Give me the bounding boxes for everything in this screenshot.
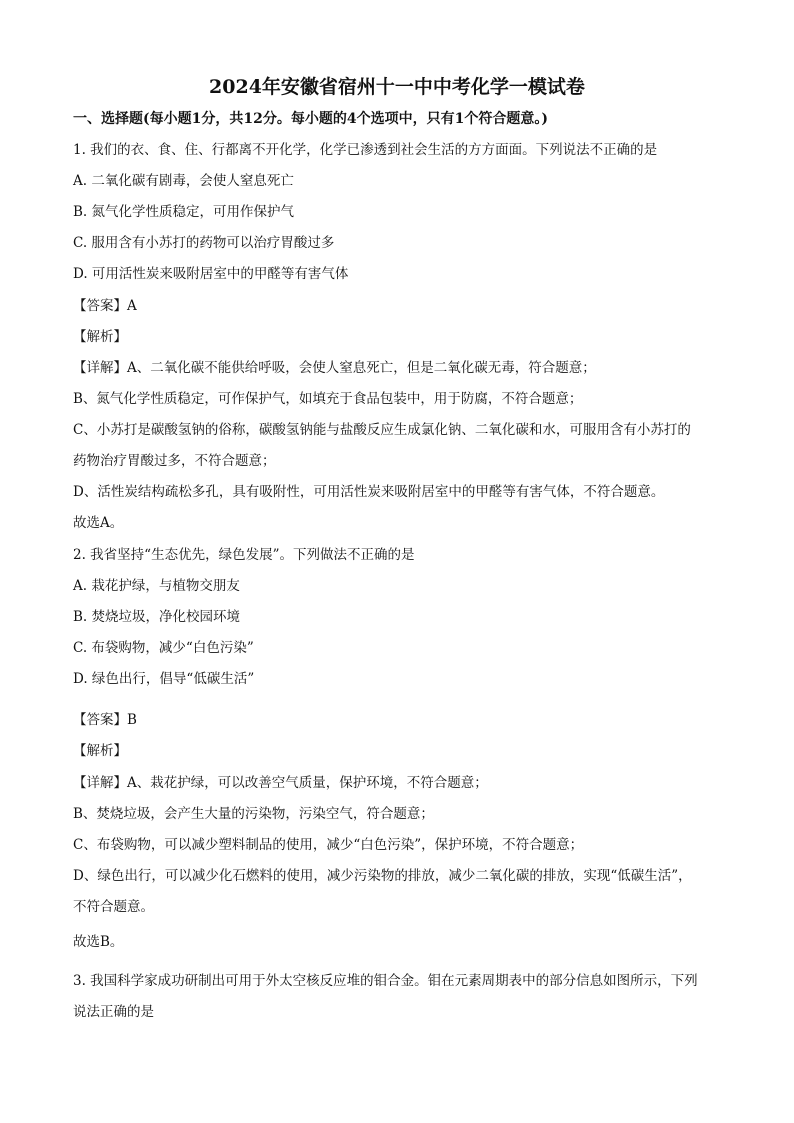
question-2-option-b: B. 焚烧垃圾，净化校园环境 <box>73 609 241 625</box>
question-1-analysis: 【解析】 <box>73 329 127 345</box>
question-1-conclusion: 故选A。 <box>73 515 124 531</box>
question-2-stem: 2. 我省坚持“生态优先，绿色发展”。下列做法不正确的是 <box>73 547 415 563</box>
question-1-option-d: D. 可用活性炭来吸附居室中的甲醛等有害气体 <box>73 266 349 282</box>
question-1-stem: 1. 我们的衣、食、住、行都离不开化学，化学已渗透到社会生活的方方面面。下列说法不正确的是 <box>73 142 658 158</box>
question-2-detail-line: C、布袋购物，可以减少塑料制品的使用，减少“白色污染”，保护环境，不符合题意； <box>73 837 584 853</box>
question-1-option-c: C. 服用含有小苏打的药物可以治疗胃酸过多 <box>73 235 335 251</box>
question-1-detail-line: C、小苏打是碳酸氢钠的俗称，碳酸氢钠能与盐酸反应生成氯化钠、二氧化碳和水，可服用含有小苏打的 <box>73 422 691 438</box>
page-title: 2024年安徽省宿州十一中中考化学一模试卷 <box>209 76 585 98</box>
question-2-option-c: C. 布袋购物，减少“白色污染” <box>73 640 254 656</box>
question-1-detail-line: B、氮气化学性质稳定，可作保护气，如填充于食品包装中，用于防腐，不符合题意； <box>73 391 583 407</box>
question-2-option-d: D. 绿色出行，倡导“低碳生活” <box>73 671 255 687</box>
question-2-option-a: A. 栽花护绿，与植物交朋友 <box>73 578 240 594</box>
question-1-detail-line: 药物治疗胃酸过多，不符合题意； <box>73 453 276 469</box>
question-1-detail-line: D、活性炭结构疏松多孔，具有吸附性，可用活性炭来吸附居室中的甲醛等有害气体，不符合题意。 <box>73 484 665 500</box>
question-2-detail-line: B、焚烧垃圾，会产生大量的污染物，污染空气，符合题意； <box>73 806 434 822</box>
question-1-answer: 【答案】A <box>73 298 137 314</box>
question-1-option-a: A. 二氧化碳有剧毒，会使人窒息死亡 <box>73 173 294 189</box>
question-2-conclusion: 故选B。 <box>73 934 124 950</box>
question-1-option-b: B. 氮气化学性质稳定，可用作保护气 <box>73 204 295 220</box>
question-3-stem-line: 说法正确的是 <box>73 1004 154 1020</box>
question-1-detail-line: 【详解】A、二氧化碳不能供给呼吸，会使人窒息死亡，但是二氧化碳无毒，符合题意； <box>73 360 596 376</box>
question-2-detail-line: 不符合题意。 <box>73 899 154 915</box>
question-2-answer: 【答案】B <box>73 712 137 728</box>
question-3-stem-line: 3. 我国科学家成功研制出可用于外太空核反应堆的钼合金。钼在元素周期表中的部分信息如图所示，下列 <box>73 973 698 989</box>
question-2-analysis: 【解析】 <box>73 743 127 759</box>
section-heading: 一、选择题(每小题1分，共12分。每小题的4个选项中，只有1个符合题意。) <box>73 111 548 127</box>
question-2-detail-line: D、绿色出行，可以减少化石燃料的使用，减少污染物的排放，减少二氧化碳的排放，实现“低碳生活”， <box>73 868 692 884</box>
question-2-detail-line: 【详解】A、栽花护绿，可以改善空气质量，保护环境，不符合题意； <box>73 775 488 791</box>
